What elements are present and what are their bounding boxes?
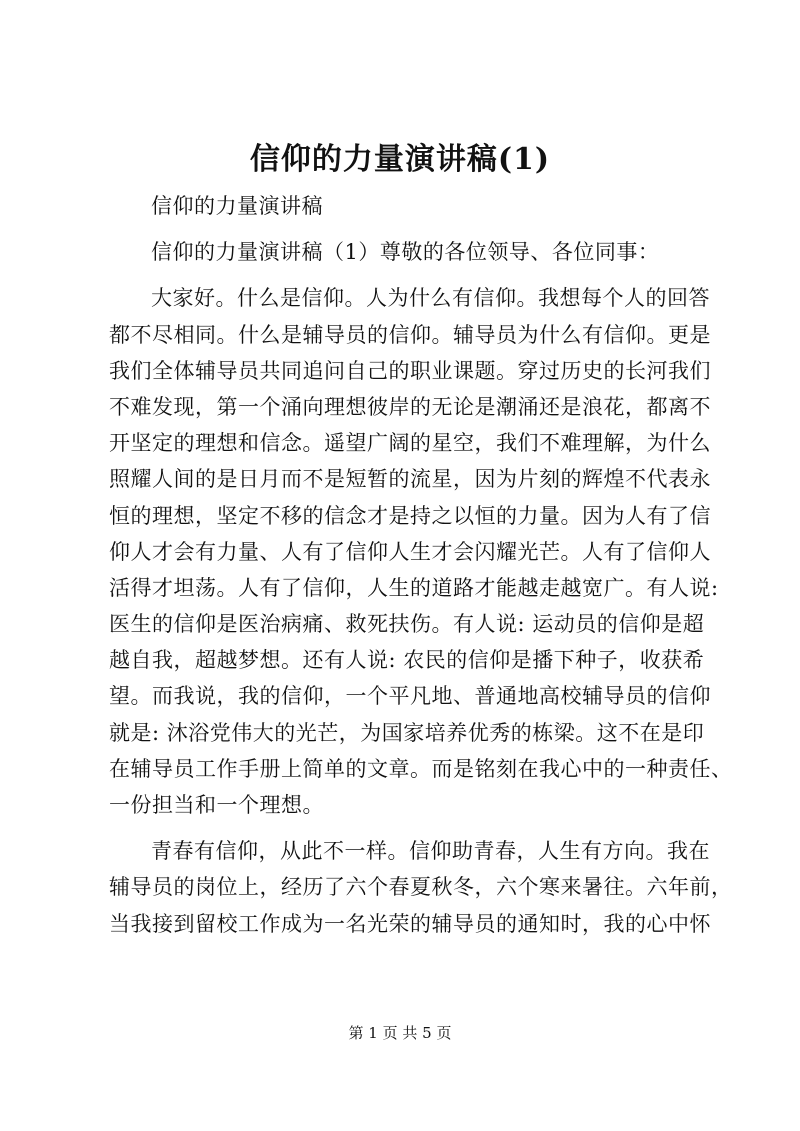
paragraph-spacing	[109, 270, 703, 280]
paragraph-spacing	[109, 823, 703, 833]
text-line: 都不尽相同。什么是辅导员的信仰。辅导员为什么有信仰。更是	[109, 322, 711, 347]
text-line: 一份担当和一个理想。	[109, 793, 324, 817]
paragraph-spacing	[109, 224, 703, 234]
text-line: 望。而我说，我的信仰，一个平凡地、普通地高校辅导员的信仰	[109, 684, 711, 709]
text-line: 开坚定的理想和信念。遥望广阔的星空，我们不难理解，为什么	[109, 431, 711, 456]
page-footer	[0, 1023, 800, 1043]
text-line: 我们全体辅导员共同追问自己的职业课题。穿过历史的长河我们	[109, 358, 711, 383]
text-line: 医生的信仰是医治病痛、救死扶伤。有人说: 运动员的信仰是超	[109, 612, 705, 637]
paragraph	[109, 234, 703, 270]
document-body	[109, 188, 733, 942]
paragraph	[109, 280, 733, 823]
text-line: 越自我，超越梦想。还有人说: 农民的信仰是播下种子，收获希	[109, 648, 705, 673]
text-line: 活得才坦荡。人有了信仰，人生的道路才能越走越宽广。有人说:	[109, 575, 719, 600]
text-line: 当我接到留校工作成为一名光荣的辅导员的通知时，我的心中怀	[109, 911, 711, 936]
paragraph	[109, 833, 733, 942]
text-line: 照耀人间的是日月而不是短暂的流星，因为片刻的辉煌不代表永	[109, 467, 711, 492]
text-line: 恒的理想，坚定不移的信念才是持之以恒的力量。因为人有了信	[109, 503, 711, 528]
text-line: 在辅导员工作手册上简单的文章。而是铭刻在我心中的一种责任、	[109, 756, 733, 781]
text-line: 信仰的力量演讲稿（1）尊敬的各位领导、各位同事：	[151, 240, 660, 265]
text-line: 不难发现，第一个涌向理想彼岸的无论是潮涌还是浪花，都离不	[109, 394, 711, 419]
text-line: 仰人才会有力量、人有了信仰人生才会闪耀光芒。人有了信仰人	[109, 539, 711, 564]
text-line: 信仰的力量演讲稿	[151, 194, 323, 218]
document-title: 信仰的力量演讲稿(1)	[249, 142, 551, 177]
text-line: 青春有信仰，从此不一样。信仰助青春，人生有方向。我在	[151, 839, 710, 864]
text-line: 大家好。什么是信仰。人为什么有信仰。我想每个人的回答	[151, 286, 710, 311]
page-number: 第 1 页 共 5 页	[348, 1024, 452, 1042]
paragraph	[109, 188, 703, 224]
text-line: 辅导员的岗位上，经历了六个春夏秋冬，六个寒来暑往。六年前，	[109, 875, 733, 900]
text-line: 就是: 沐浴党伟大的光芒，为国家培养优秀的栋梁。这不在是印	[109, 720, 705, 745]
